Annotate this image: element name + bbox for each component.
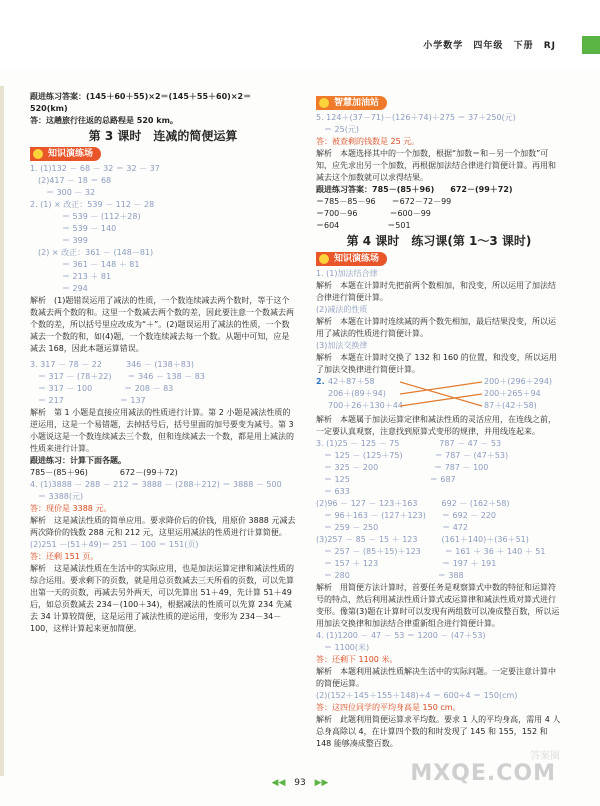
analysis-paragraph: 解析 这是减法性质的简单应用。要求降价后的价钱，用原价 3888 元减去两次降价的钱数 288 元和 212 元，这里运用减法的性质进行计算简便。 [30, 516, 296, 537]
section-tag: 智慧加油站 [316, 96, 387, 110]
followup-answer-line: ＝604 ＝501 [316, 221, 411, 230]
answer-line: ＝ 257 － (85＋15)＋123 ＝ 161 ＋ 36 ＋ 140 ＋ 51 [316, 547, 546, 556]
prev-page-icon[interactable]: ◀◀ [271, 778, 286, 788]
lesson-title: 第 3 课时 连减的简便运算 [88, 129, 238, 143]
answer-line: ＝ 633 [316, 487, 350, 496]
answer-line: 1. (1)132 － 68 － 32 ＝ 32 － 37 [30, 164, 160, 173]
answer-line: ＝ 217 ＝ 137 [30, 396, 146, 405]
followup-answer-line: 跟进练习答案：785－(85＋96) 672－(99＋72) [316, 185, 513, 194]
page-number: 93 [294, 778, 306, 788]
followup-answer-line: 答：这趟旅行往返的总路程是 520 km。 [30, 116, 178, 125]
answer-line: ＝ 280 ＝ 388 [316, 571, 464, 580]
answer-line: 5. 124＋(37－71)－(126＋74)＋275 ＝ 37＋250(元) [316, 113, 516, 122]
analysis-paragraph: 解析 此题利用简便运算求平均数。要求 1 人的平均身高，需用 4 人总身高除以 4，在计算四个数的和时发现了 145 和 155，152 和 148 能够凑成整百数。 [316, 715, 561, 748]
followup-title: 跟进练习：计算下面各题。 [30, 456, 126, 465]
matching-exercise [316, 376, 562, 414]
answer-statement: 答：还剩下 1100 米。 [316, 655, 398, 664]
page-header [0, 0, 600, 68]
answer-line: ＝ 294 [30, 284, 88, 293]
watermark-logo: MXQE.COM [410, 761, 556, 786]
answer-statement: 答：这四位同学的平均身高是 150 cm。 [316, 703, 461, 712]
answer-line: ＝ 300 － 32 [30, 188, 96, 197]
answer-line: ＝ 1100(米) [316, 643, 370, 652]
answer-statement: 答：现价是 3388 元。 [30, 504, 112, 513]
header-edition: RJ [543, 41, 556, 51]
match-lines [400, 376, 482, 412]
followup-answer-line: 跟进练习答案：(145＋60＋55)×2＝(145＋55＋60)×2＝ [30, 92, 252, 101]
answer-line: ＝ 259 － 250 ＝ 472 [316, 523, 468, 532]
answer-line: ＝ 361 － 148 ＋ 81 [30, 260, 140, 269]
analysis-paragraph: 解析 用简便方法计算时，首要任务是观察算式中数的特征和运算符号的特点，然后利用减法性质计算式或运算律和减法性质对算式进行变形。像第(3)题在计算时可以发现有两组数可以凑成整百数，所以运用加法交换律和加法结合律重新组合进行简便计算。 [316, 583, 560, 628]
answer-line: 2. (1) × 改正：539 － 112 － 28 [30, 200, 155, 209]
header-info [417, 38, 556, 51]
answer-line: 4. (1)1200 － 47 － 53 ＝ 1200 － (47＋53) [316, 631, 486, 640]
watermark-text: 答案圈 [530, 751, 560, 762]
match-number: 2. [316, 377, 325, 386]
match-left: 206＋(89＋94) [328, 389, 386, 398]
analysis-paragraph: 解析 本题在计算时连续减的两个数先相加，最后结果没变，所以运用了减法的性质进行简便计算。 [316, 317, 556, 338]
answer-line: 3. (1)25 － 125 － 75 787 － 47 － 53 [316, 439, 502, 448]
analysis-paragraph: 解析 本题在计算时先把前两个数相加，和没变，所以运用了加法结合律进行简便计算。 [316, 281, 556, 302]
lesson-title: 第 4 课时 练习课(第 1～3 课时) [346, 234, 532, 248]
match-right: 200＋(296＋294) [484, 377, 553, 386]
next-page-icon[interactable]: ▶▶ [314, 778, 329, 788]
match-left: 42＋87＋58 [328, 377, 375, 386]
answer-line: ＝ 3388(元) [30, 492, 84, 501]
analysis-paragraph: 解析 本题选择其中的一个加数，根据“加数＝和－另一个加数”可知，应先求出另一个加数，再根据加法结合律进行简便计算。再用和减去这个加数就可以求得结果。 [316, 149, 556, 182]
answer-statement: 答：还剩 151 页。 [30, 552, 99, 561]
answer-line: 1. (1)加法结合律 [316, 269, 378, 278]
left-column [30, 91, 296, 635]
answer-line: (2) × 改正：361 － (148－81) [30, 248, 154, 257]
answer-line: ＝ 325 － 200 ＝ 787 － 100 [316, 463, 489, 472]
answer-line: ＝ 317 － 100 ＝ 208 － 83 [30, 384, 174, 393]
followup-answer-line: ＝785－85－96 ＝672－72－99 [316, 197, 452, 206]
section-tag: 知识演练场 [316, 252, 387, 266]
answer-line: ＝ 539 － (112＋28) [30, 212, 141, 221]
match-left: 700＋26＋130＋44 [328, 401, 403, 410]
answer-line: ＝ 157 ＋ 123 ＝ 197 ＋ 191 [316, 559, 497, 568]
analysis-paragraph: 解析 第 1 小题是直接应用减法的性质进行计算。第 2 小题是减法性质的逆运用，这是一个易错题，去掉括号后，括号里面的加号要变为减号。第 3 小题说这是一个数连续减去三个数，但和连续减去一个数，都是用上减法的性质来进行计算。 [30, 408, 294, 453]
followup-answer-line: ＝700－96 ＝600－99 [316, 209, 431, 218]
answer-statement: 答：被查剩的钱数是 25 元。 [316, 137, 420, 146]
header-grade: 四年级 [473, 41, 504, 51]
answer-line: ＝ 539 － 140 [30, 224, 117, 233]
answer-line: 3. 317 － 78 － 22 346 － (138＋83) [30, 360, 195, 369]
analysis-paragraph: 解析 本题在计算时交换了 132 和 160 的位置，和没变，所以运用了加法交换律进行简便计算。 [316, 353, 557, 374]
answer-line: (3)257 － 85 － 15 ＋ 123 (161＋140)＋(36＋51) [316, 535, 529, 544]
match-right: 87＋(42＋58) [484, 401, 537, 410]
analysis-paragraph: 解析 这是减法性质在生活中的实际应用，也是加法运算定律和减法性质的综合运用。要求剩下的页数，就是用总页数减去三天所看的页数，可以先算出第一天的页数，再减去另外两天，可以先算出 51＋49，先计算 51＋49 后，如总页数减去 234－(100＋34)，根据减法的性质可以先算 234 先减去 34 计算较简便，这是运用了减法性质的逆运用，变形为 234－34－100，这样计算起来更加简便。 [30, 564, 294, 633]
analysis-paragraph: 解析 (1)题错误运用了减法的性质，一个数连续减去两个数时，等于这个数减去两个数的和。这里一个数减去两个数的差，因此要注意一个数减去两个数的差，所以括号里应改成为“＋”。(2)题误运用了减法的性质，一个数减去一个数的和，如(4)题，一个数连续减去每一个数。从题中可知，应是减去 168，因此本题运算错误。 [30, 296, 294, 353]
answer-line: ＝ 96＋163 － (127＋123) ＝ 692 － 220 [316, 511, 497, 520]
right-column [316, 94, 562, 750]
answer-line: (2)417 － 18 ＝ 68 [30, 176, 112, 185]
answer-line: (2)减法的性质 [316, 305, 368, 314]
followup-expression: 785－(85＋96) 672－(99＋72) [30, 468, 178, 477]
answer-line: ＝ 25(元) [316, 125, 359, 134]
answer-line: ＝ 125 ＝ 687 [316, 475, 456, 484]
analysis-paragraph: 解析 本题属于加法运算定律和减法性质的灵活应用，在连线之前，一定要认真观察，注意找到原算式变形的规律，并用线连起来。 [316, 415, 556, 436]
answer-line: ＝ 125 － (125＋75) ＝ 787 － (47＋53) [316, 451, 509, 460]
page-margin-stripe [0, 86, 4, 776]
followup-answer-line: 520(km) [30, 104, 68, 113]
header-volume: 下册 [513, 41, 534, 51]
answer-line: (2)251 －(51＋49)＝ 251 － 100 ＝ 151(页) [30, 540, 199, 549]
answer-line: ＝ 213 ＋ 81 [30, 272, 112, 281]
match-right: 200＋265＋94 [484, 389, 541, 398]
section-tag: 知识演练场 [30, 147, 101, 161]
answer-line: 4. (1)3888 － 288 － 212 ＝ 3888 － (288＋212) ＝ 3888 － 500 [30, 480, 282, 489]
header-subject: 小学数学 [423, 41, 464, 51]
answer-line: (2)96 － 127 － 123＋163 692 － (162＋58) [316, 499, 510, 508]
answer-line: ＝ 399 [30, 236, 88, 245]
answer-line: (3)加法交换律 [316, 341, 368, 350]
answer-line: (2)(152＋145＋155＋148)÷4 ＝ 600÷4 ＝ 150(cm) [316, 691, 518, 700]
header-accent [582, 36, 600, 54]
answer-line: ＝ 317 － (78＋22) ＝ 346 － 138 － 83 [30, 372, 205, 381]
analysis-paragraph: 解析 本题利用减法性质解决生活中的实际问题。一定要注意计算中的简便运算。 [316, 667, 556, 688]
